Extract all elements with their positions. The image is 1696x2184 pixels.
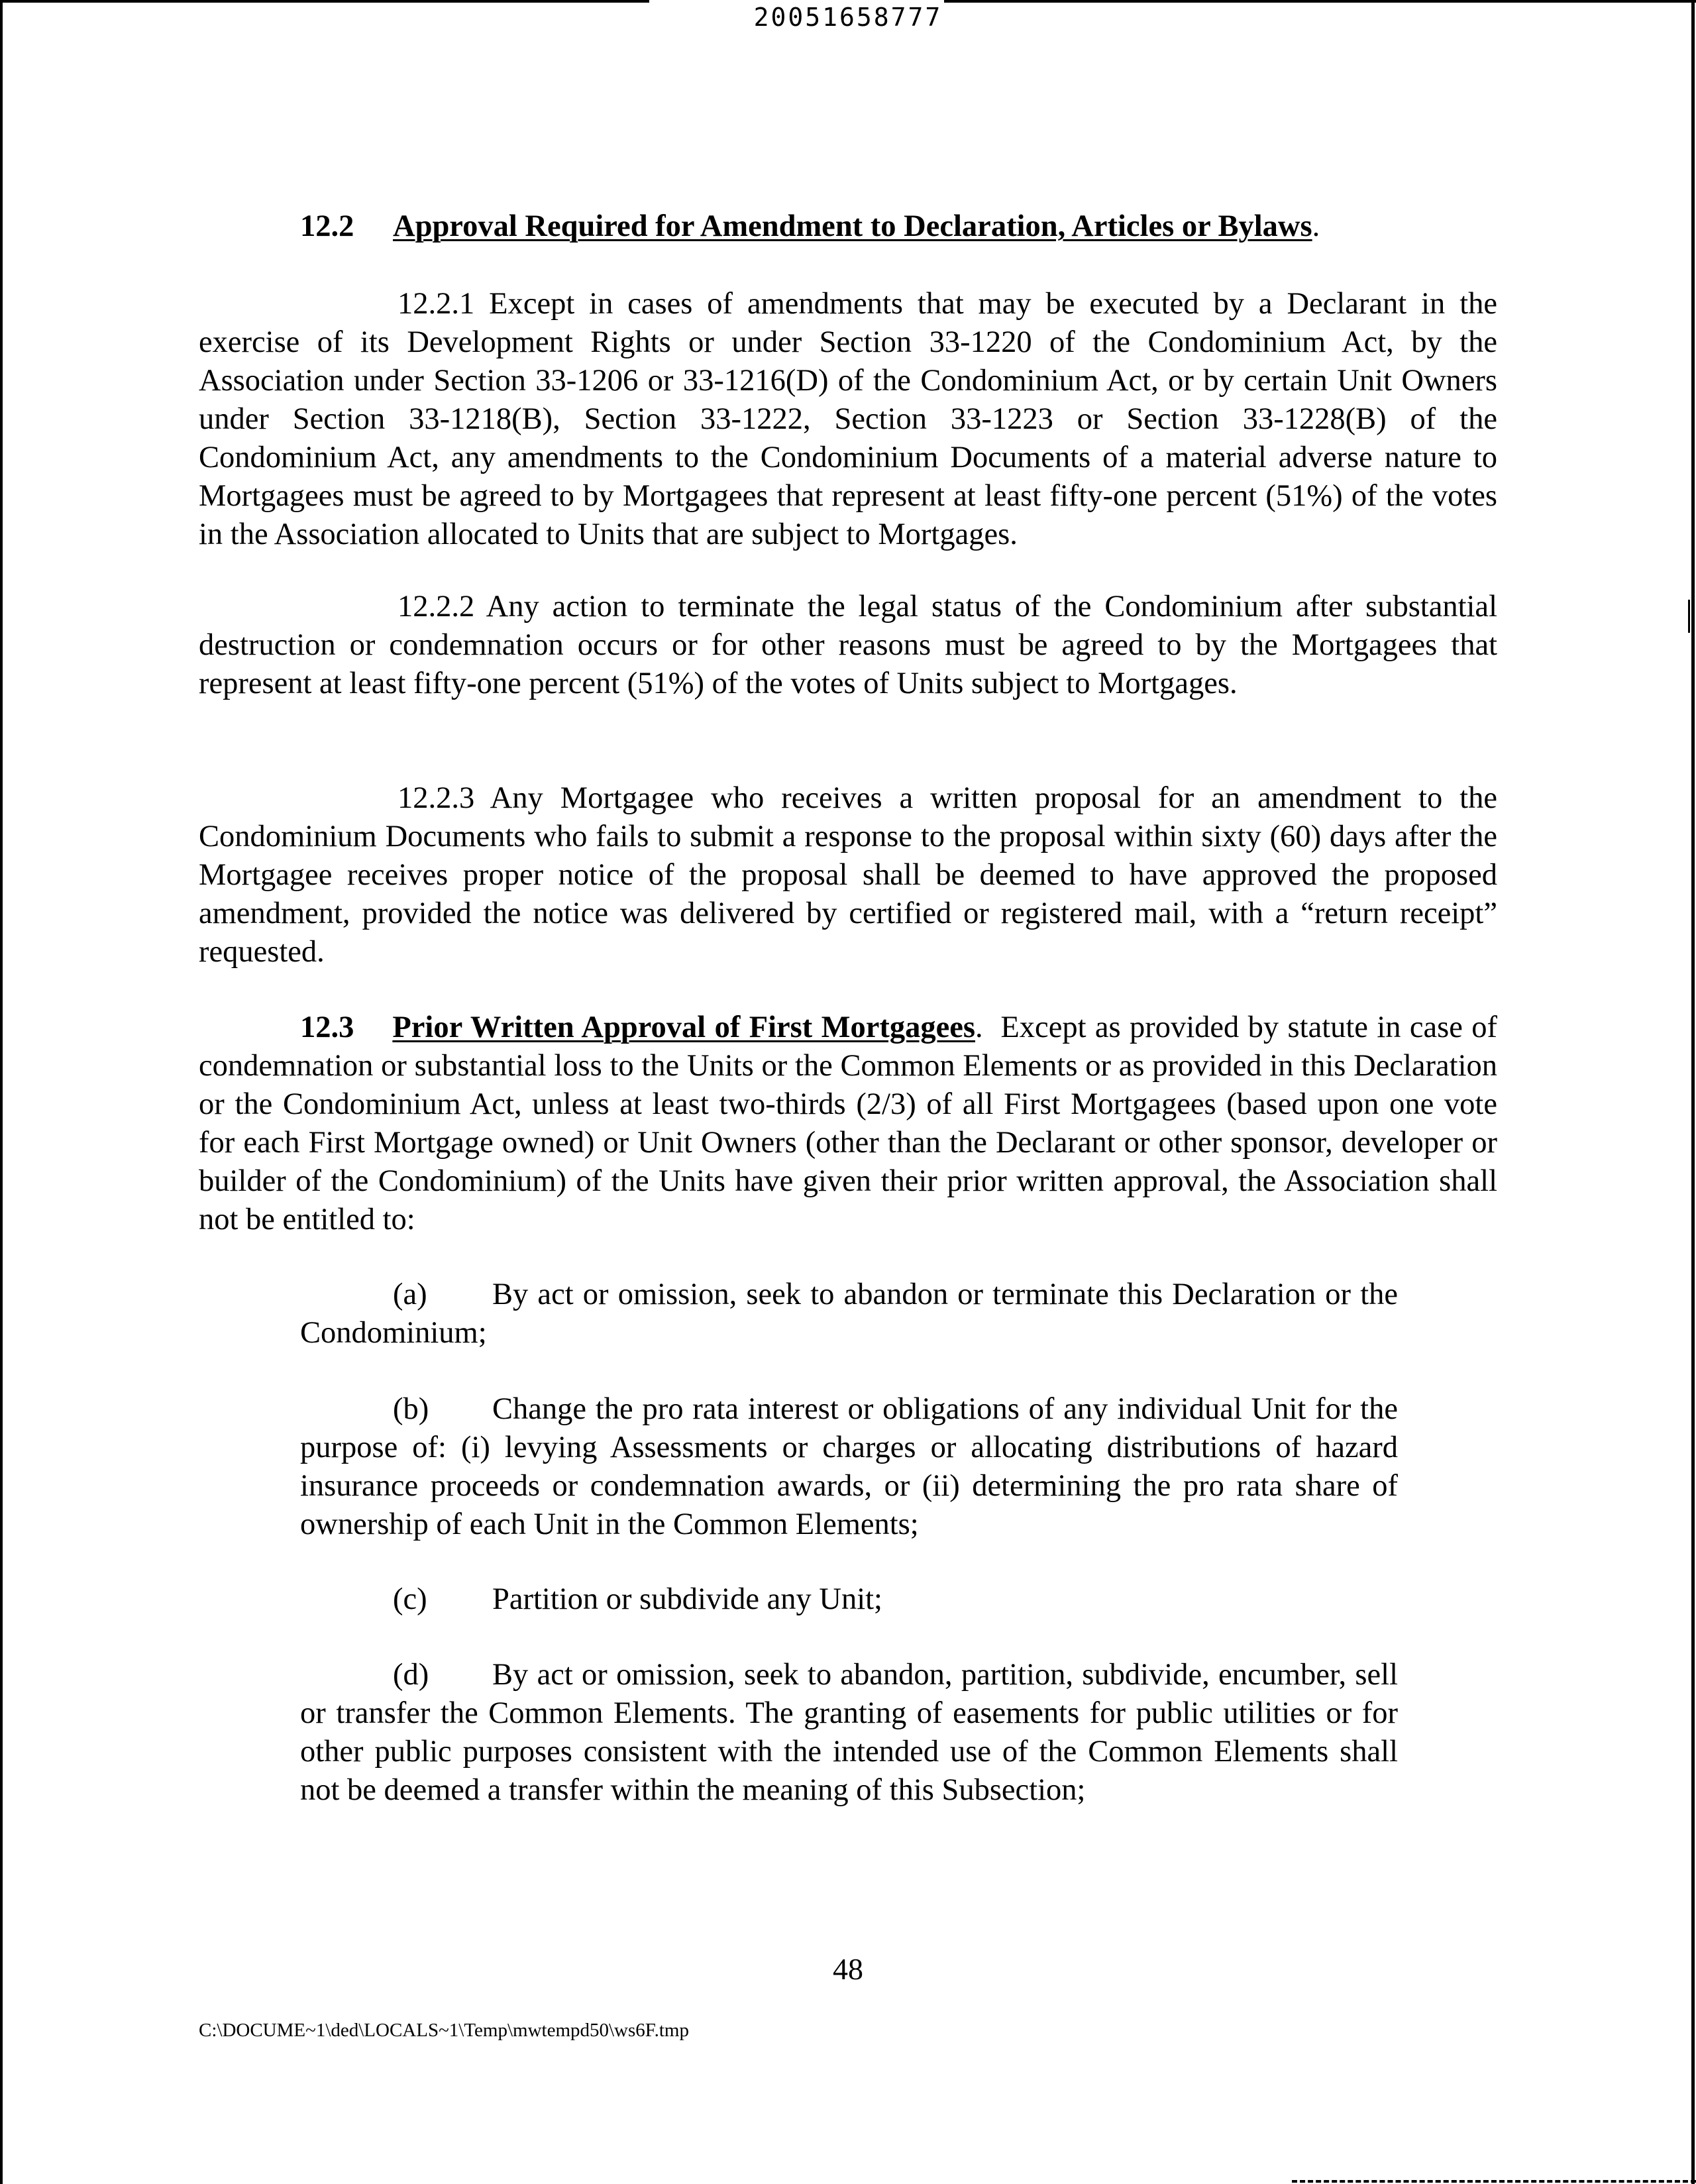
page-number: 48 — [833, 1952, 863, 1986]
list-item-text: Partition or subdivide any Unit; — [492, 1582, 882, 1616]
document-id: 20051658777 — [753, 3, 943, 32]
section-title: Approval Required for Amendment to Declaration, Articles or Bylaws — [393, 209, 1312, 243]
section-12-3 — [199, 1009, 1497, 1239]
paragraph-text: 12.2.2 Any action to terminate the legal status of the Condominium after substantial destruction or condemnation occurs or for other reasons must be agreed to by the Mortgagees that represent at least fifty-one percent (51%) of the votes of Units subject to Mortgages. — [199, 590, 1497, 700]
section-title-end: . — [1312, 209, 1320, 243]
paragraph-text: 12.2.1 Except in cases of amendments that may be executed by a Declarant in the exercise of its Development Rights or under Section 33-1220 of the Condominium Act, by the Association under Section 33-1206 or 33-1216(D) of the Condominium Act, or by certain Unit Owners under Section 33-1218(B), Section 33-1222, Section 33-1223 or Section 33-1228(B) of the Condominium Act, any amendments to the Condominium Documents of a material adverse nature to Mortgagees must be agreed to by Mortgagees that represent at least fifty-one percent (51%) of the votes in the Association allocated to Units that are subject to Mortgages. — [199, 287, 1497, 551]
section-title-end: . — [975, 1010, 983, 1044]
paragraph-12-2-3 — [199, 779, 1497, 971]
paragraph-12-2-1 — [199, 285, 1497, 554]
list-item-c — [300, 1580, 1398, 1619]
list-item-label: (a) — [393, 1278, 427, 1311]
list-item-text: By act or omission, seek to abandon or terminate this Declaration or the Condominium; — [300, 1278, 1398, 1350]
list-item-d — [300, 1656, 1398, 1810]
section-number: 12.3 — [300, 1010, 354, 1044]
list-item-label: (c) — [393, 1582, 427, 1616]
list-item-text: Change the pro rata interest or obligations of any individual Unit for the purpose of: (i) levying Assessments or charges or allocating distributions of hazard insurance proceeds or condemnation awards, or (ii) determining the pro rata share of ownership of each Unit in the Common Elements; — [300, 1392, 1398, 1541]
scan-border-right — [1691, 0, 1695, 2184]
section-title: Prior Written Approval of First Mortgagees — [392, 1010, 976, 1044]
list-item-a — [300, 1276, 1398, 1352]
paragraph-text: 12.2.3 Any Mortgagee who receives a written proposal for an amendment to the Condominium Documents who fails to submit a response to the proposal within sixty (60) days after the Mortgagee receives proper notice of the proposal shall be deemed to have approved the proposed amendment, provided the notice was delivered by certified or registered mail, with a “return receipt” requested. — [199, 781, 1497, 969]
scan-margin-mark — [1688, 600, 1690, 633]
list-item-label: (b) — [393, 1392, 429, 1426]
list-item-label: (d) — [393, 1658, 429, 1692]
scan-border-bottom-dash — [1292, 2180, 1696, 2183]
paragraph-12-2-2 — [199, 588, 1497, 703]
section-intro: Except as provided by statute in case of condemnation or substantial loss to the Units or the Common Elements or as provided in this Declaration or the Condominium Act, unless at least two-thirds (2/3) of all First Mortgagees (based upon one vote for each First Mortgage owned) or Unit Owners (other than the Declarant or other sponsor, developer or builder of the Condominium) of the Units have given their prior written approval, the Association shall not be entitled to: — [199, 1010, 1497, 1236]
section-number: 12.2 — [300, 209, 354, 243]
footer-file-path: C:\DOCUME~1\ded\LOCALS~1\Temp\mwtempd50\ws6F.tmp — [199, 2020, 689, 2041]
list-item-text: By act or omission, seek to abandon, partition, subdivide, encumber, sell or transfer the Common Elements. The granting of easements for public utilities or for other public purposes consistent with the intended use of the Common Elements shall not be deemed a transfer within the meaning of this Subsection; — [300, 1658, 1398, 1807]
scan-border-left — [0, 0, 3, 2184]
section-12-2-heading — [300, 207, 1320, 246]
list-item-b — [300, 1390, 1398, 1544]
